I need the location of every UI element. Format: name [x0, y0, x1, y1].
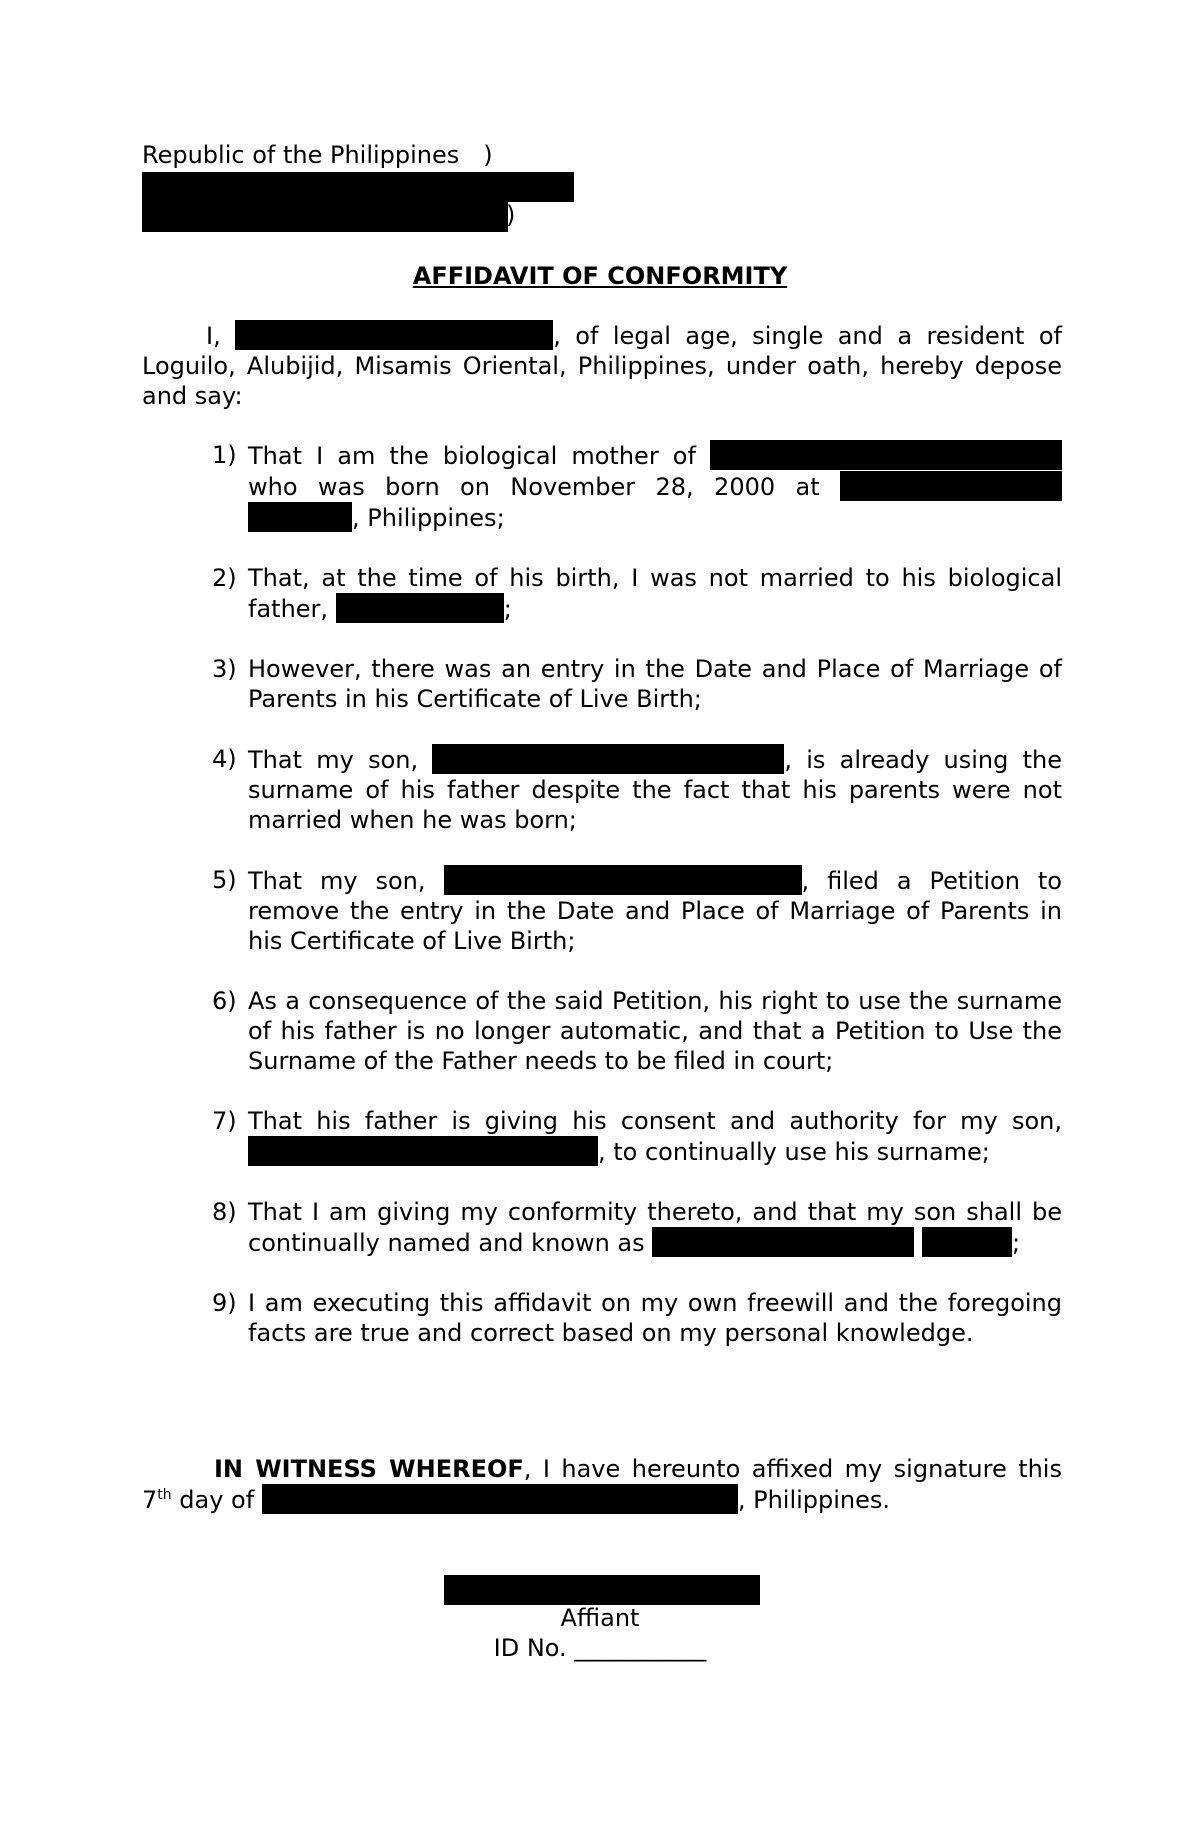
item-text: That, at the time of his birth, I was not married to his biological father,	[248, 564, 1062, 623]
redacted-birthplace-2	[248, 502, 352, 532]
item-number: 3)	[212, 655, 237, 683]
item-number: 1)	[212, 441, 237, 469]
item-number: 9)	[212, 1289, 237, 1317]
intro-prefix: I,	[206, 322, 221, 350]
intro-paragraph	[142, 320, 1062, 411]
redacted-son-name	[248, 1136, 598, 1166]
statement-item-7	[142, 1106, 1062, 1167]
redacted-son-full-name-2	[922, 1227, 1012, 1257]
item-text: , to continually use his surname;	[598, 1138, 990, 1166]
venue-paren: )	[483, 141, 493, 169]
item-text: I am executing this affidavit on my own freewill and the foregoing facts are true and correct based on my personal knowledge.	[248, 1289, 1062, 1347]
statement-item-8	[142, 1197, 1062, 1258]
redacted-venue-2	[142, 202, 508, 232]
id-number-line: ID No. ___________	[493, 1634, 707, 1662]
statement-item-6	[142, 986, 1062, 1076]
redacted-son-name	[444, 865, 802, 895]
witness-text: , I have hereunto affixed my signature this 7	[142, 1455, 1062, 1514]
statement-item-9	[142, 1288, 1062, 1348]
item-text: That his father is giving his consent and authority for my son,	[248, 1107, 1062, 1135]
document-title: AFFIDAVIT OF CONFORMITY	[412, 262, 788, 290]
item-number: 6)	[212, 987, 237, 1015]
item-text: That I am giving my conformity thereto, and that my son shall be continually named and known as	[248, 1198, 1062, 1257]
statement-item-3	[142, 654, 1062, 714]
statement-item-1	[142, 440, 1062, 533]
redacted-son-name	[710, 440, 1062, 470]
ordinal-suffix: th	[157, 1487, 172, 1503]
item-text: That my son,	[248, 867, 426, 895]
redacted-signature-name	[444, 1575, 760, 1605]
intro-rest: , of legal age, single and a resident of Loguilo, Alubijid, Misamis Oriental, Philippines, under oath, hereby depose and say:	[142, 322, 1062, 410]
item-text: , is already using the surname of his father despite the fact that his parents were not married when he was born;	[248, 746, 1062, 834]
item-text: That I am the biological mother of	[248, 442, 696, 470]
redacted-father-name	[336, 593, 504, 623]
item-number: 4)	[212, 745, 237, 773]
witness-day: day of	[171, 1486, 255, 1514]
item-number: 5)	[212, 866, 237, 894]
witness-bold: IN WITNESS WHEREOF	[214, 1455, 524, 1483]
redacted-affiant-name	[235, 320, 553, 350]
redacted-venue-1	[142, 172, 574, 202]
item-text: However, there was an entry in the Date and Place of Marriage of Parents in his Certificate of Live Birth;	[248, 655, 1062, 713]
item-text: who was born on November 28, 2000 at	[248, 473, 820, 501]
affiant-label: Affiant	[560, 1604, 640, 1632]
venue-line	[142, 141, 493, 169]
statement-list	[142, 440, 1062, 1378]
redacted-son-name	[432, 744, 784, 774]
item-text: ;	[503, 595, 512, 623]
redacted-date-place	[262, 1484, 738, 1514]
witness-end: , Philippines.	[737, 1486, 891, 1514]
item-text: , Philippines;	[352, 504, 505, 532]
venue-country: Republic of the Philippines	[142, 141, 460, 169]
redacted-son-full-name	[652, 1227, 914, 1257]
item-number: 8)	[212, 1198, 237, 1226]
redacted-birthplace	[840, 471, 1062, 501]
item-number: 2)	[212, 564, 237, 592]
statement-item-2	[142, 563, 1062, 624]
item-text: ;	[1011, 1229, 1021, 1257]
witness-paragraph	[142, 1454, 1062, 1515]
item-number: 7)	[212, 1107, 237, 1135]
item-text: As a consequence of the said Petition, his right to use the surname of his father is no longer automatic, and that a Petition to Use the Surname of the Father needs to be filed in court;	[248, 987, 1062, 1075]
statement-item-5	[142, 865, 1062, 956]
venue-paren-2: )	[506, 201, 516, 229]
statement-item-4	[142, 744, 1062, 835]
item-text: That my son,	[248, 746, 419, 774]
item-text: , filed a Petition to remove the entry in the Date and Place of Marriage of Parents in his Certificate of Live Birth;	[248, 867, 1062, 955]
